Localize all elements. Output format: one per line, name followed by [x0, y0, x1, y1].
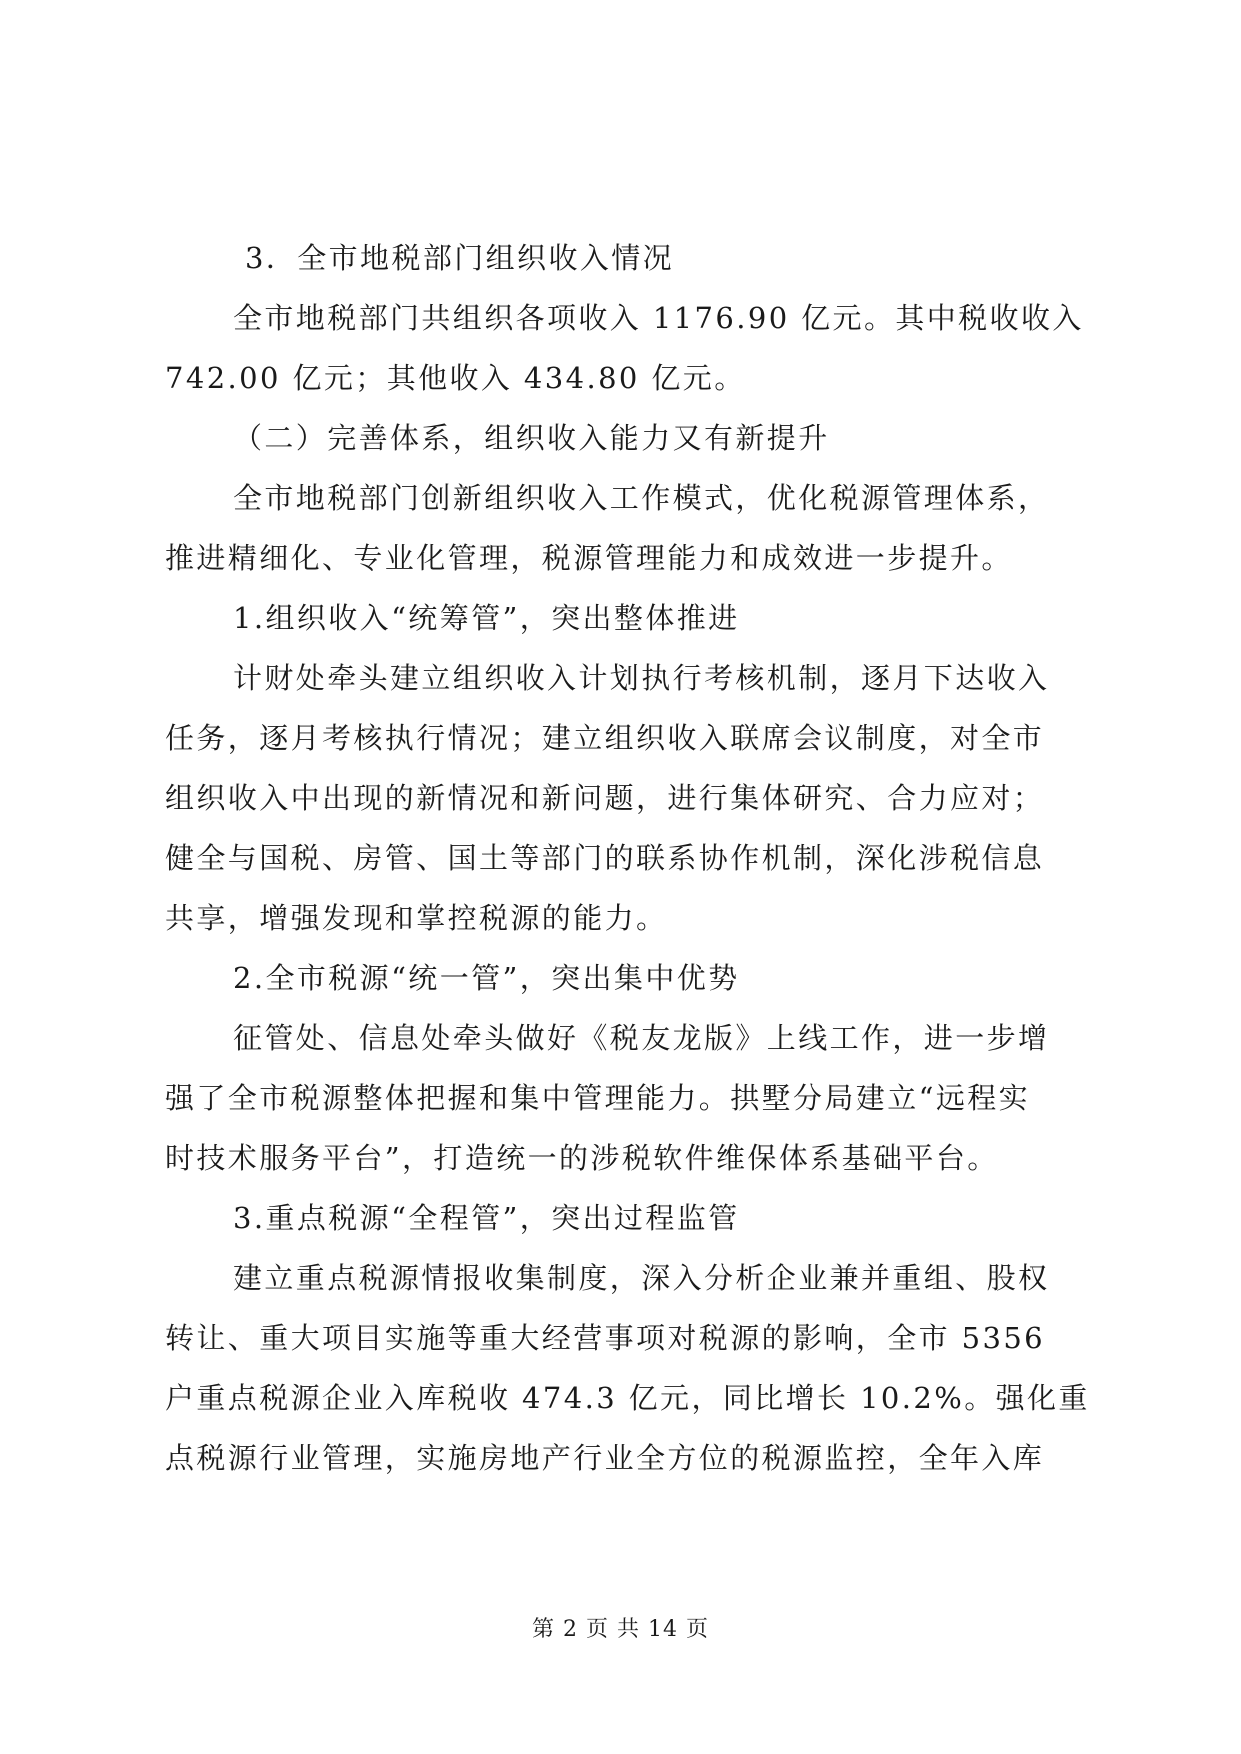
page-number-footer: 第 2 页 共 14 页	[532, 1617, 709, 1642]
paragraph-line: 推进精细化、专业化管理，税源管理能力和成效进一步提升。	[165, 541, 1013, 575]
section-heading: 1.组织收入“统筹管”，突出整体推进	[233, 601, 740, 635]
paragraph-line: 征管处、信息处牵头做好《税友龙版》上线工作，进一步增	[233, 1021, 1050, 1055]
paragraph-line: 计财处牵头建立组织收入计划执行考核机制，逐月下达收入	[233, 661, 1050, 695]
paragraph-line: 户重点税源企业入库税收 474.3 亿元，同比增长 10.2%。强化重	[165, 1381, 1090, 1415]
section-heading: 2.全市税源“统一管”，突出集中优势	[233, 961, 740, 995]
paragraph-line: 点税源行业管理，实施房地产行业全方位的税源监控，全年入库	[165, 1441, 1045, 1475]
paragraph-line: 健全与国税、房管、国土等部门的联系协作机制，深化涉税信息	[165, 841, 1045, 875]
paragraph-line: 任务，逐月考核执行情况；建立组织收入联席会议制度，对全市	[165, 721, 1045, 755]
paragraph-line: 742.00 亿元；其他收入 434.80 亿元。	[165, 361, 746, 395]
section-heading: 3．全市地税部门组织收入情况	[245, 241, 675, 275]
paragraph-line: 全市地税部门创新组织收入工作模式，优化税源管理体系，	[233, 481, 1050, 515]
paragraph-line: 组织收入中出现的新情况和新问题，进行集体研究、合力应对；	[165, 781, 1045, 815]
section-heading: 3.重点税源“全程管”，突出过程监管	[233, 1201, 740, 1235]
paragraph-line: 转让、重大项目实施等重大经营事项对税源的影响，全市 5356	[165, 1321, 1046, 1355]
section-heading: （二）完善体系，组织收入能力又有新提升	[233, 421, 830, 455]
paragraph-line: 共享，增强发现和掌控税源的能力。	[165, 901, 668, 935]
paragraph-line: 强了全市税源整体把握和集中管理能力。拱墅分局建立“远程实	[165, 1081, 1031, 1115]
paragraph-line: 全市地税部门共组织各项收入 1176.90 亿元。其中税收收入	[233, 301, 1084, 335]
paragraph-line: 建立重点税源情报收集制度，深入分析企业兼并重组、股权	[233, 1261, 1050, 1295]
paragraph-line: 时技术服务平台”，打造统一的涉税软件维保体系基础平台。	[165, 1141, 999, 1175]
document-body	[165, 228, 1090, 1488]
